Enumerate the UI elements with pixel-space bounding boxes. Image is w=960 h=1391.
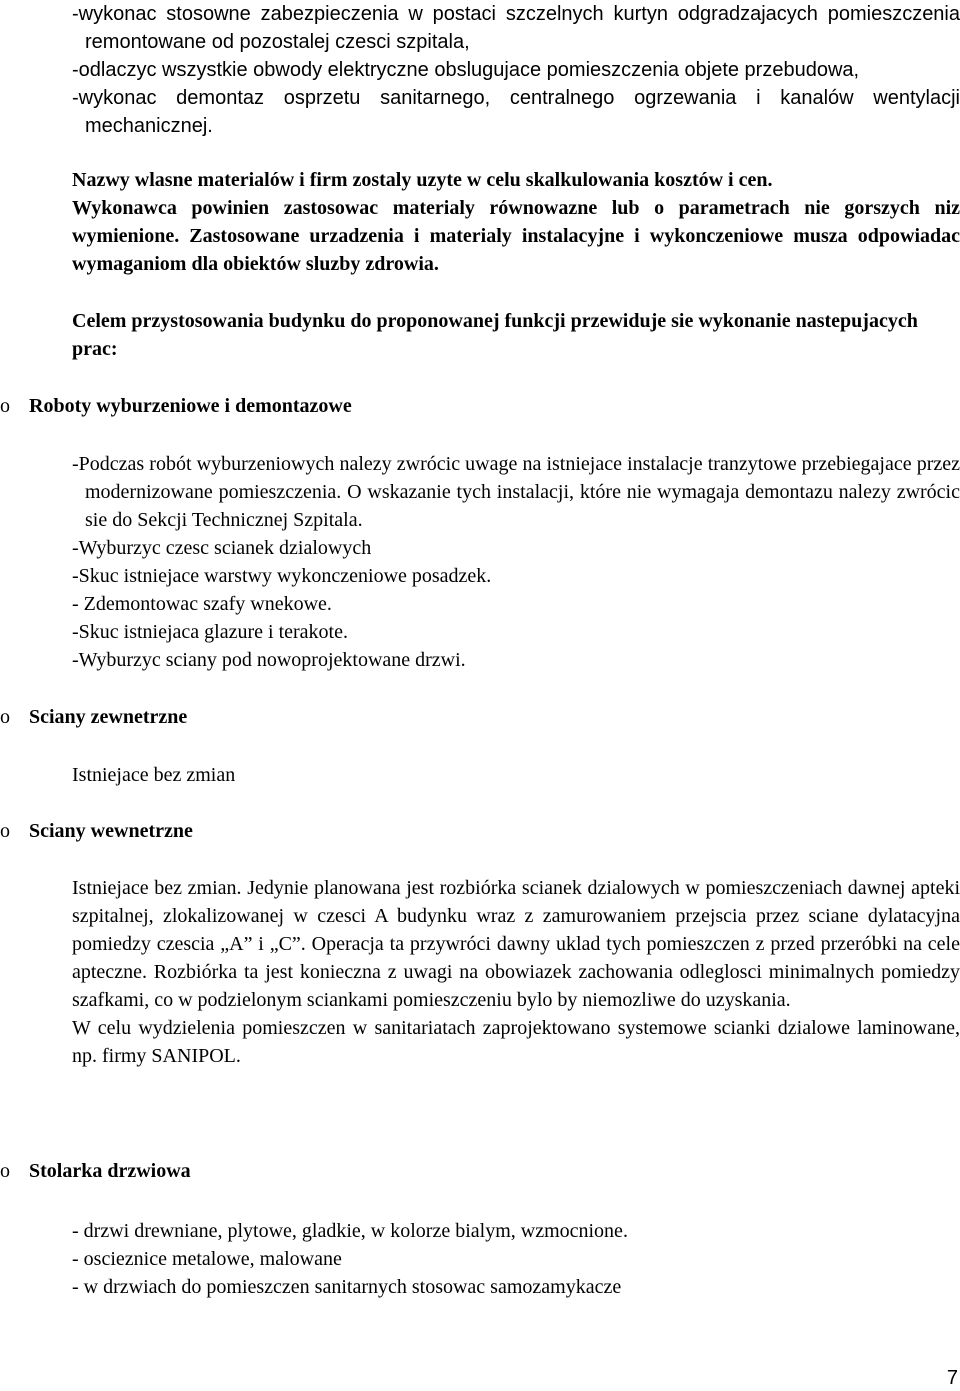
preparation-step: -wykonac stosowne zabezpieczenia w postaci szczelnych kurtyn odgradzajacych pomieszczenia remontowane od pozostalej czesci szpitala, (72, 3, 960, 53)
section-heading-internal-walls (0, 817, 960, 845)
materials-note (72, 166, 960, 278)
bullet-marker: o (0, 820, 10, 842)
section-heading-door-joinery (0, 1157, 960, 1185)
materials-note-paragraph: Wykonawca powinien zastosowac materialy równowazne lub o parametrach nie gorszych niz wymienione. Zastosowane urzadzenia i materialy instalacyjne i wykonczeniowe musza odpowiadac wymaganiom dla obiektów sluzby zdrowia. (72, 197, 960, 275)
door-joinery-list (72, 1217, 960, 1301)
section-heading-text: Roboty wyburzeniowe i demontazowe (29, 395, 352, 417)
section-heading-external-walls (0, 703, 960, 731)
list-item: -Wyburzyc czesc scianek dzialowych (72, 537, 372, 559)
preparation-step: -odlaczyc wszystkie obwody elektryczne obslugujace pomieszczenia objete przebudowa, (72, 59, 860, 81)
bullet-marker: o (0, 395, 10, 417)
list-item: - Zdemontowac szafy wnekowe. (72, 593, 332, 615)
demolition-list (72, 450, 960, 674)
list-item: - drzwi drewniane, plytowe, gladkie, w kolorze bialym, wzmocnione. (72, 1220, 628, 1242)
list-item: -Wyburzyc sciany pod nowoprojektowane drzwi. (72, 649, 466, 671)
list-item: -Skuc istniejace warstwy wykonczeniowe posadzek. (72, 565, 492, 587)
preparation-step: -wykonac demontaz osprzetu sanitarnego, centralnego ogrzewania i kanalów wentylacji mechanicznej. (72, 87, 960, 137)
bullet-marker: o (0, 1160, 10, 1182)
bullet-marker: o (0, 706, 10, 728)
section-heading-text: Stolarka drzwiowa (29, 1160, 191, 1182)
list-item: -Podczas robót wyburzeniowych nalezy zwrócic uwage na istniejace instalacje tranzytowe przebiegajace przez modernizowane pomieszczenia. O wskazanie tych instalacji, które nie wymagaja demontazu nalezy zwrócic sie do Sekcji Technicznej Szpitala. (72, 453, 960, 531)
list-item: -Skuc istniejaca glazure i terakote. (72, 621, 348, 643)
list-item: - w drzwiach do pomieszczen sanitarnych stosowac samozamykacze (72, 1276, 622, 1298)
list-item: - oscieznice metalowe, malowane (72, 1248, 342, 1270)
section-heading-text: Sciany wewnetrzne (29, 820, 193, 842)
intro-paragraph: Celem przystosowania budynku do proponowanej funkcji przewiduje sie wykonanie nastepujacych prac: (72, 310, 918, 360)
internal-walls-text (72, 874, 960, 1070)
materials-note-line: Nazwy wlasne materialów i firm zostaly uzyte w celu skalkulowania kosztów i cen. (72, 169, 773, 191)
internal-walls-paragraph: Istniejace bez zmian. Jedynie planowana jest rozbiórka scianek dzialowych w pomieszczeniach dawnej apteki szpitalnej, zlokalizowanej w czesci A budynku wraz z zamurowaniem przejscia przez sciane dylatacyjna pomiedzy czescia „A” i „C”. Operacja ta przywróci dawny uklad tych pomieszczen z przed przeróbki na cele apteczne. Rozbiórka ta jest konieczna z uwagi na obowiazek zachowania odleglosci minimalnych pomiedzy szafkami, co w podzielonym sciankami pomieszczeniu bylo by niemozliwe do uzyskania. (72, 877, 960, 1011)
external-walls-text: Istniejace bez zmian (72, 764, 236, 786)
internal-walls-paragraph: W celu wydzielenia pomieszczen w sanitariatach zaprojektowano systemowe scianki dzialowe laminowane, np. firmy SANIPOL. (72, 1017, 960, 1067)
section-heading-demolition (0, 392, 960, 420)
preparation-steps (72, 0, 960, 140)
page-number: 7 (946, 1367, 958, 1389)
section-heading-text: Sciany zewnetrzne (29, 706, 188, 728)
